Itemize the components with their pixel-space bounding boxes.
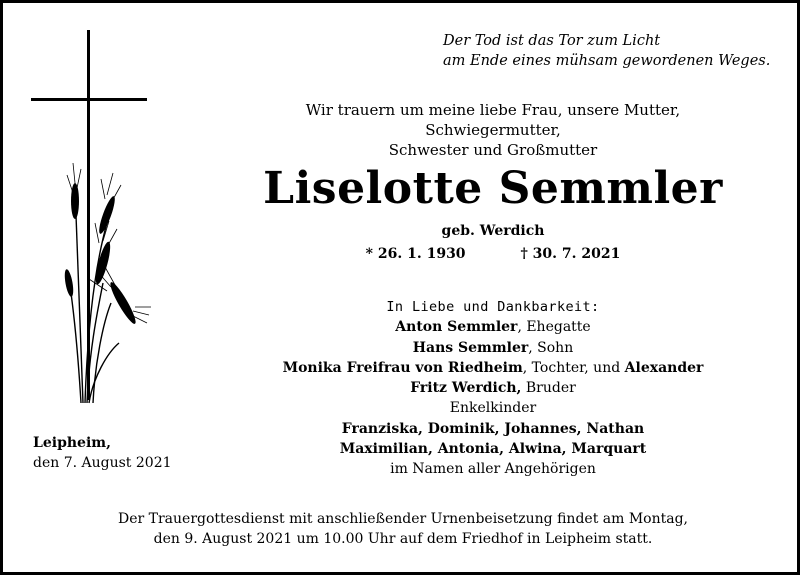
family-relation: Enkelkinder xyxy=(449,400,537,417)
family-relation: , Tochter, und xyxy=(522,359,625,376)
family-heading: In Liebe und Dankbarkeit: xyxy=(386,299,600,315)
cross-and-wheat-graphic xyxy=(23,23,163,413)
family-line xyxy=(243,439,743,459)
family-name: Monika Freifrau von Riedheim xyxy=(282,359,523,376)
place-and-date xyxy=(33,433,172,473)
family-line xyxy=(243,419,743,439)
family-line xyxy=(243,338,743,358)
quote xyxy=(443,31,783,71)
family-relation: Bruder xyxy=(521,380,576,397)
family-line xyxy=(243,459,743,479)
family-name: Maximilian, Antonia, Alwina, Marquart xyxy=(339,441,647,458)
family-line xyxy=(243,317,743,337)
place-city: Leipheim, xyxy=(33,435,111,451)
family-name: Fritz Werdich, xyxy=(410,380,522,397)
funeral-info-line-2: den 9. August 2021 um 10.00 Uhr auf dem Friedhof in Leipheim statt. xyxy=(153,531,653,547)
family-relation: im Namen aller Angehörigen xyxy=(390,461,596,478)
family-relation: , Ehegatte xyxy=(517,319,591,336)
intro-line-2: Schwester und Großmutter xyxy=(388,141,598,159)
intro-line-1: Wir trauern um meine liebe Frau, unsere Mutter, Schwiegermutter, xyxy=(305,101,681,139)
cross-icon xyxy=(23,23,163,413)
funeral-info-line-1: Der Trauergottesdienst mit anschließender Urnenbeisetzung findet am Montag, xyxy=(117,511,689,527)
family-name: Anton Semmler xyxy=(395,319,518,336)
quote-line-2: am Ende eines mühsam gewordenen Weges. xyxy=(443,53,771,69)
family-list xyxy=(243,297,743,480)
quote-line-1: Der Tod ist das Tor zum Licht xyxy=(443,33,661,49)
life-dates xyxy=(263,246,723,262)
mourning-intro xyxy=(263,100,723,160)
death-date: † 30. 7. 2021 xyxy=(520,246,621,262)
birth-date: * 26. 1. 1930 xyxy=(365,246,466,262)
maiden-name: geb. Werdich xyxy=(441,223,545,239)
family-name: Hans Semmler xyxy=(412,339,529,356)
notice-date: den 7. August 2021 xyxy=(33,455,172,471)
family-line xyxy=(243,398,743,418)
family-line xyxy=(243,378,743,398)
family-relation: , Sohn xyxy=(528,339,574,356)
family-name: Franziska, Dominik, Johannes, Nathan xyxy=(341,420,645,437)
deceased-name: Liselotte Semmler xyxy=(263,163,723,214)
family-name-2: Alexander xyxy=(624,359,704,376)
family-line xyxy=(243,358,743,378)
funeral-info xyxy=(43,509,763,549)
wheat-ears-icon xyxy=(63,163,151,403)
